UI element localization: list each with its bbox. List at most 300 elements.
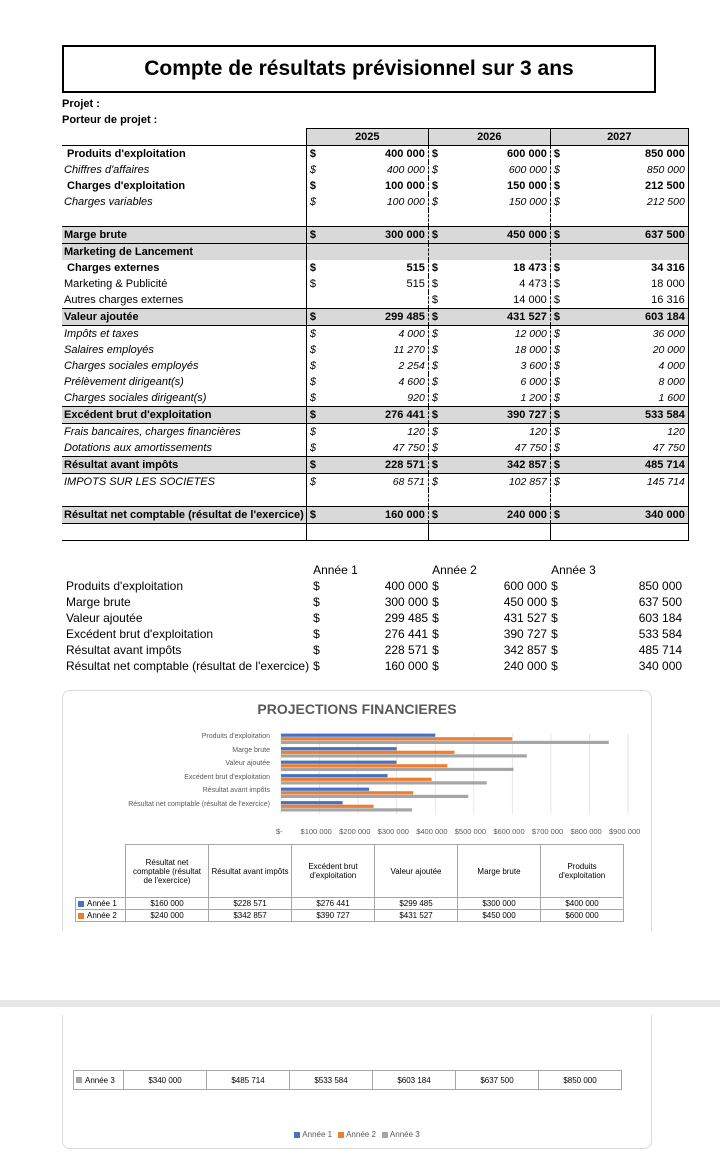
data-table-value: $276 441 — [292, 898, 375, 910]
summary-value: 300 000 — [384, 595, 429, 609]
bar-année-2 — [281, 751, 455, 754]
bar-année-2 — [281, 805, 374, 808]
statement-row — [62, 424, 688, 441]
summary-label: Marge brute — [66, 595, 131, 609]
row-label: Marge brute — [62, 227, 306, 244]
statement-row — [62, 507, 688, 524]
value-cell: 100 000 — [386, 195, 425, 208]
bar-année-3 — [281, 808, 412, 811]
value-cell: 3 600 — [520, 359, 547, 372]
currency-cell: $ — [306, 162, 328, 178]
row-label: Charges d'exploitation — [67, 179, 186, 192]
row-label — [62, 524, 306, 541]
summary-currency: $ — [313, 595, 320, 609]
series-name-cell — [76, 898, 126, 910]
data-table-value: $637 500 — [456, 1071, 539, 1090]
currency-cell: $ — [306, 474, 328, 491]
value-cell: 18 000 — [514, 343, 547, 356]
value-cell — [572, 210, 689, 227]
summary-value: 276 441 — [384, 627, 429, 641]
currency-cell: $ — [306, 440, 328, 457]
data-table-row — [76, 910, 624, 922]
row-label: Impôts et taxes — [64, 327, 139, 340]
value-cell: 920 — [407, 391, 425, 404]
row-label: Résultat net comptable (résultat de l'exercice) — [62, 507, 306, 524]
summary-value: 850 000 — [638, 579, 683, 593]
series-swatch — [78, 901, 84, 907]
summary-currency: $ — [432, 611, 439, 625]
value-cell: 4 000 — [398, 327, 425, 340]
value-cell: 120 — [529, 425, 547, 438]
row-label: Charges sociales employés — [64, 359, 199, 372]
value-cell: 637 500 — [572, 227, 689, 244]
currency-cell: $ — [550, 227, 572, 244]
value-cell: 515 — [406, 277, 425, 290]
value-cell: 120 — [572, 424, 689, 441]
currency-cell: $ — [306, 146, 328, 163]
value-cell: 14 000 — [513, 293, 547, 306]
summary-currency: $ — [432, 659, 439, 673]
year-header-2027: 2027 — [550, 129, 688, 146]
statement-row — [62, 326, 688, 343]
currency-cell: $ — [550, 292, 572, 309]
series-name: Année 3 — [85, 1075, 115, 1085]
summary-header-3: Année 3 — [551, 563, 596, 577]
statement-row — [62, 276, 688, 292]
value-cell: 16 316 — [572, 292, 689, 309]
legend-swatch — [382, 1132, 388, 1138]
data-table-value: $160 000 — [126, 898, 209, 910]
value-cell: 20 000 — [572, 342, 689, 358]
data-table-value: $240 000 — [126, 910, 209, 922]
legend-label: Année 3 — [389, 1130, 420, 1139]
value-cell: 47 750 — [514, 441, 547, 454]
value-cell — [450, 490, 551, 507]
currency-cell: $ — [550, 178, 572, 194]
summary-row — [62, 610, 687, 626]
currency-cell — [428, 490, 450, 507]
bar-année-3 — [281, 781, 487, 784]
currency-cell: $ — [306, 507, 328, 524]
row-label: Marketing & Publicité — [64, 277, 168, 290]
summary-value: 340 000 — [638, 659, 683, 673]
value-cell: 340 000 — [572, 507, 689, 524]
value-cell: 4 600 — [398, 375, 425, 388]
currency-cell: $ — [428, 374, 450, 390]
category-label: Résultat net comptable (résultat de l'exercice) — [128, 800, 270, 808]
value-cell: 150 000 — [507, 179, 547, 192]
currency-cell — [306, 210, 328, 227]
statement-row — [62, 490, 688, 507]
currency-cell: $ — [550, 374, 572, 390]
value-cell: 8 000 — [572, 374, 689, 390]
value-cell — [328, 490, 429, 507]
statement-row — [62, 390, 688, 407]
currency-cell: $ — [550, 407, 572, 424]
value-cell — [450, 524, 551, 541]
currency-cell: $ — [306, 407, 328, 424]
row-label: Résultat avant impôts — [62, 457, 306, 474]
project-label: Projet : — [62, 98, 100, 110]
category-label: Résultat avant impôts — [202, 787, 270, 795]
data-table-corner — [76, 845, 126, 898]
currency-cell: $ — [428, 342, 450, 358]
value-cell: 240 000 — [450, 507, 551, 524]
value-cell — [328, 292, 429, 309]
data-table-value: $390 727 — [292, 910, 375, 922]
year-header-2026: 2026 — [428, 129, 550, 146]
currency-cell — [550, 210, 572, 227]
year-header-row — [62, 129, 688, 146]
data-table-value: $431 527 — [375, 910, 458, 922]
bar-année-1 — [281, 761, 396, 764]
currency-cell: $ — [428, 326, 450, 343]
value-cell: 485 714 — [572, 457, 689, 474]
currency-cell: $ — [306, 309, 328, 326]
currency-cell: $ — [550, 390, 572, 407]
value-cell: 100 000 — [385, 179, 425, 192]
row-label: Excédent brut d'exploitation — [62, 407, 306, 424]
chart-data-table — [75, 844, 624, 922]
value-cell: 4 473 — [519, 277, 547, 290]
bar-année-1 — [281, 734, 435, 737]
value-cell: 102 857 — [508, 475, 547, 488]
data-table-row — [76, 898, 624, 910]
currency-cell: $ — [428, 276, 450, 292]
value-cell — [450, 244, 551, 261]
category-label: Marge brute — [232, 746, 270, 754]
value-cell: 212 500 — [572, 178, 689, 194]
value-cell: 4 000 — [572, 358, 689, 374]
summary-value: 228 571 — [384, 643, 429, 657]
year-header-2025: 2025 — [306, 129, 428, 146]
value-cell: 68 571 — [392, 475, 425, 488]
category-label: Valeur ajoutée — [225, 760, 270, 768]
statement-row — [62, 244, 688, 261]
chart-legend — [63, 1130, 651, 1139]
summary-label: Valeur ajoutée — [66, 611, 143, 625]
summary-row — [62, 578, 687, 594]
summary-currency: $ — [313, 579, 320, 593]
value-cell: 276 441 — [328, 407, 429, 424]
legend-swatch — [338, 1132, 344, 1138]
value-cell — [328, 244, 429, 261]
bar-année-3 — [281, 741, 609, 744]
summary-row — [62, 658, 687, 674]
row-label: Marketing de Lancement — [62, 244, 306, 261]
series-name-cell — [76, 910, 126, 922]
summary-header-2: Année 2 — [432, 563, 477, 577]
summary-value: 450 000 — [503, 595, 548, 609]
summary-currency: $ — [432, 579, 439, 593]
row-label: IMPOTS SUR LES SOCIETES — [64, 475, 215, 488]
category-label: Excédent brut d'exploitation — [184, 773, 270, 781]
currency-cell — [550, 490, 572, 507]
category-label: Produits d'exploitation — [201, 733, 270, 741]
data-table-column: Valeur ajoutée — [375, 845, 458, 898]
value-cell — [328, 210, 429, 227]
summary-value: 603 184 — [638, 611, 683, 625]
row-label: Frais bancaires, charges financières — [64, 425, 241, 438]
value-cell: 600 000 — [450, 146, 551, 163]
currency-cell — [306, 244, 328, 261]
series-swatch — [78, 913, 84, 919]
x-tick-label: $500 000 — [454, 827, 487, 836]
legend-item — [338, 1130, 376, 1139]
value-cell: 228 571 — [328, 457, 429, 474]
summary-currency: $ — [313, 627, 320, 641]
data-table-column: Résultat net comptable (résultat de l'exercice) — [126, 845, 209, 898]
legend-item — [382, 1130, 420, 1139]
currency-cell: $ — [306, 457, 328, 474]
bar-année-2 — [281, 791, 413, 794]
bar-année-2 — [281, 737, 512, 740]
currency-cell: $ — [428, 227, 450, 244]
x-tick-label: $100 000 — [300, 827, 332, 836]
row-label: Charges sociales dirigeant(s) — [64, 391, 207, 404]
value-cell: 450 000 — [450, 227, 551, 244]
summary-currency: $ — [551, 659, 558, 673]
value-cell: 120 — [407, 425, 425, 438]
currency-cell: $ — [550, 342, 572, 358]
bar-année-1 — [281, 801, 343, 804]
row-label: Prélèvement dirigeant(s) — [64, 375, 184, 388]
summary-label: Résultat avant impôts — [66, 643, 182, 657]
x-tick-label: $200 000 — [339, 827, 371, 836]
currency-cell: $ — [428, 507, 450, 524]
data-table-column: Excédent brut d'exploitation — [292, 845, 375, 898]
currency-cell: $ — [550, 457, 572, 474]
currency-cell: $ — [428, 407, 450, 424]
summary-header-empty — [62, 562, 311, 578]
summary-value: 637 500 — [638, 595, 683, 609]
currency-cell: $ — [428, 162, 450, 178]
chart-card — [62, 690, 652, 931]
value-cell — [572, 490, 689, 507]
data-table-column: Produits d'exploitation — [541, 845, 624, 898]
bar-année-3 — [281, 795, 468, 798]
value-cell: 18 473 — [513, 261, 547, 274]
statement-row — [62, 358, 688, 374]
currency-cell: $ — [306, 178, 328, 194]
value-cell: 2 254 — [398, 359, 425, 372]
value-cell: 1 200 — [520, 391, 547, 404]
currency-cell: $ — [550, 309, 572, 326]
statement-row — [62, 194, 688, 210]
bar-année-1 — [281, 774, 388, 777]
row-label: Charges variables — [64, 195, 153, 208]
value-cell: 342 857 — [450, 457, 551, 474]
value-cell — [572, 524, 689, 541]
currency-cell: $ — [550, 260, 572, 276]
summary-currency: $ — [551, 611, 558, 625]
summary-label: Résultat net comptable (résultat de l'exercice) — [66, 659, 310, 673]
summary-currency: $ — [432, 643, 439, 657]
currency-cell — [306, 524, 328, 541]
data-table-value: $600 000 — [541, 910, 624, 922]
row-label — [62, 490, 306, 507]
value-cell: 34 316 — [572, 260, 689, 276]
summary-row — [62, 626, 687, 642]
currency-cell: $ — [428, 424, 450, 441]
value-cell: 850 000 — [572, 146, 689, 163]
summary-value: 299 485 — [384, 611, 429, 625]
value-cell: 47 750 — [392, 441, 425, 454]
bar-année-3 — [281, 754, 527, 757]
summary-currency: $ — [551, 627, 558, 641]
legend-swatch — [294, 1132, 300, 1138]
data-table-value: $299 485 — [375, 898, 458, 910]
value-cell — [572, 244, 689, 261]
value-cell: 533 584 — [572, 407, 689, 424]
data-table-value: $450 000 — [458, 910, 541, 922]
row-label: Charges externes — [67, 261, 160, 274]
row-label — [62, 210, 306, 227]
value-cell: 400 000 — [328, 146, 429, 163]
currency-cell: $ — [550, 507, 572, 524]
currency-cell — [306, 292, 328, 309]
summary-value: 342 857 — [503, 643, 548, 657]
bar-chart — [63, 691, 651, 841]
summary-label: Produits d'exploitation — [66, 579, 184, 593]
chart-data-table-continued — [73, 1070, 622, 1090]
statement-row — [62, 342, 688, 358]
currency-cell: $ — [306, 358, 328, 374]
data-table-value: $342 857 — [209, 910, 292, 922]
summary-value: 600 000 — [503, 579, 548, 593]
currency-cell — [306, 490, 328, 507]
currency-cell: $ — [306, 390, 328, 407]
summary-value: 400 000 — [384, 579, 429, 593]
legend-item — [294, 1130, 332, 1139]
summary-table — [62, 562, 687, 674]
value-cell: 150 000 — [508, 195, 547, 208]
series-name: Année 2 — [87, 911, 117, 920]
statement-row — [62, 309, 688, 326]
row-label: Salaires employés — [64, 343, 154, 356]
legend-label: Année 2 — [346, 1130, 376, 1139]
x-tick-label: $300 000 — [377, 827, 409, 836]
currency-cell: $ — [306, 326, 328, 343]
x-tick-label: $400 000 — [416, 827, 448, 836]
data-table-column: Résultat avant impôts — [209, 845, 292, 898]
summary-currency: $ — [313, 643, 320, 657]
x-tick-label: $900 000 — [609, 827, 641, 836]
currency-cell: $ — [550, 276, 572, 292]
summary-currency: $ — [432, 595, 439, 609]
value-cell: 12 000 — [514, 327, 547, 340]
x-tick-label: $600 000 — [493, 827, 525, 836]
currency-cell: $ — [428, 146, 450, 163]
currency-cell: $ — [428, 194, 450, 210]
bar-année-3 — [281, 768, 514, 771]
summary-header-row — [62, 562, 687, 578]
row-label: Dotations aux amortissements — [64, 441, 212, 454]
currency-cell: $ — [428, 390, 450, 407]
value-cell: 1 600 — [572, 390, 689, 407]
currency-cell: $ — [550, 326, 572, 343]
currency-cell — [550, 244, 572, 261]
statement-row — [62, 178, 688, 194]
value-cell: 850 000 — [572, 162, 689, 178]
summary-label: Excédent brut d'exploitation — [66, 627, 214, 641]
series-swatch — [76, 1077, 82, 1083]
data-table-value: $533 584 — [290, 1071, 373, 1090]
bar-année-1 — [281, 747, 397, 750]
currency-cell: $ — [428, 474, 450, 491]
currency-cell: $ — [550, 162, 572, 178]
currency-cell: $ — [428, 309, 450, 326]
currency-cell: $ — [428, 260, 450, 276]
currency-cell: $ — [306, 276, 328, 292]
value-cell — [450, 210, 551, 227]
summary-currency: $ — [551, 643, 558, 657]
value-cell: 400 000 — [386, 163, 425, 176]
value-cell: 47 750 — [572, 440, 689, 457]
currency-cell: $ — [428, 178, 450, 194]
summary-value: 431 527 — [503, 611, 548, 625]
bar-année-2 — [281, 764, 447, 767]
statement-row — [62, 457, 688, 474]
currency-cell: $ — [428, 457, 450, 474]
statement-row — [62, 210, 688, 227]
row-label: Autres charges externes — [64, 293, 184, 306]
summary-currency: $ — [432, 627, 439, 641]
summary-value: 485 714 — [638, 643, 683, 657]
value-cell: 515 — [406, 261, 425, 274]
page-break — [0, 1000, 720, 1007]
currency-cell: $ — [428, 292, 450, 309]
currency-cell: $ — [550, 358, 572, 374]
currency-cell: $ — [550, 474, 572, 491]
x-tick-label: $800 000 — [570, 827, 602, 836]
x-tick-label: $- — [276, 827, 283, 836]
summary-value: 160 000 — [384, 659, 429, 673]
series-name: Année 1 — [87, 899, 117, 908]
summary-row — [62, 642, 687, 658]
currency-cell: $ — [550, 424, 572, 441]
currency-cell: $ — [306, 227, 328, 244]
data-table-value: $603 184 — [373, 1071, 456, 1090]
value-cell: 6 000 — [520, 375, 547, 388]
value-cell: 299 485 — [328, 309, 429, 326]
value-cell — [328, 524, 429, 541]
data-table-value: $850 000 — [539, 1071, 622, 1090]
value-cell: 145 714 — [572, 474, 689, 491]
chart-card-continued — [62, 1015, 652, 1149]
income-statement-table — [62, 128, 689, 541]
data-table-value: $228 571 — [209, 898, 292, 910]
currency-cell: $ — [306, 260, 328, 276]
data-table-header — [76, 845, 624, 898]
data-table-value: $485 714 — [207, 1071, 290, 1090]
statement-row — [62, 292, 688, 309]
row-label: Produits d'exploitation — [62, 146, 306, 163]
currency-cell: $ — [428, 358, 450, 374]
summary-value: 240 000 — [503, 659, 548, 673]
summary-currency: $ — [313, 659, 320, 673]
currency-cell: $ — [306, 342, 328, 358]
summary-currency: $ — [313, 611, 320, 625]
data-table-row — [74, 1071, 622, 1090]
value-cell: 36 000 — [572, 326, 689, 343]
currency-cell — [428, 524, 450, 541]
currency-cell: $ — [550, 146, 572, 163]
row-label: Chiffres d'affaires — [64, 163, 150, 176]
bar-année-2 — [281, 778, 432, 781]
series-name-cell — [74, 1071, 124, 1090]
statement-row — [62, 474, 688, 491]
